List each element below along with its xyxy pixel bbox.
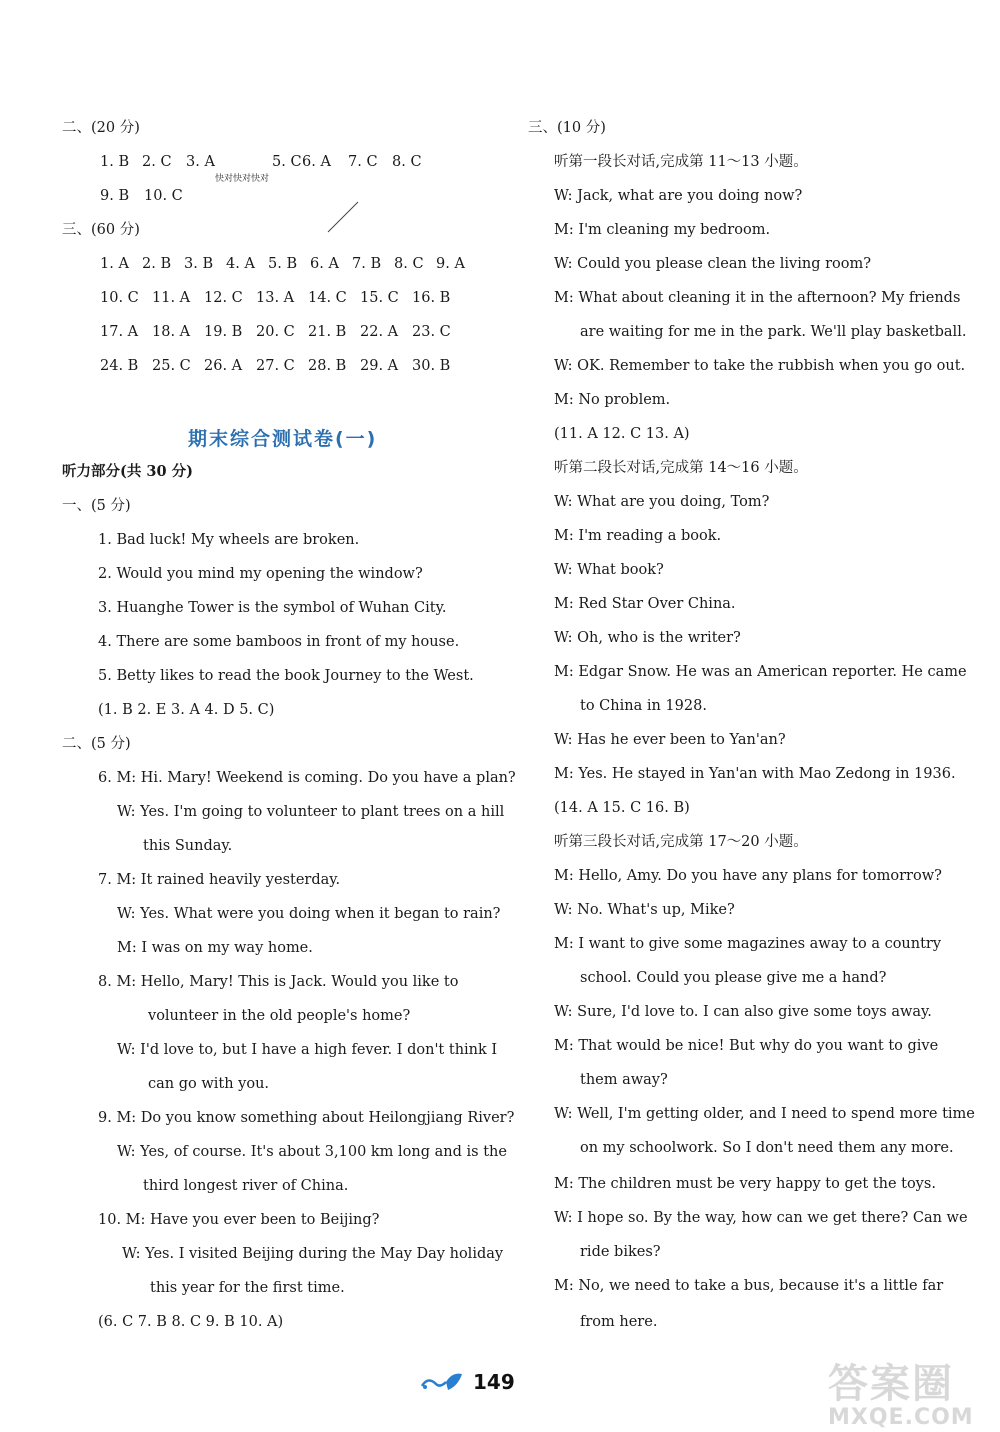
dialogue-line: W: Yes. I visited Beijing during the May Day holiday: [122, 1246, 504, 1262]
answer: 24. B: [100, 358, 139, 374]
dialogue-line: W: OK. Remember to take the rubbish when you go out.: [554, 358, 966, 374]
answer: 29. A: [360, 358, 399, 374]
dialogue-line: W: What book?: [554, 562, 664, 578]
section-3-answers-row-1: [100, 254, 478, 274]
answer: 20. C: [256, 324, 295, 340]
dialogue-line: can go with you.: [148, 1076, 270, 1092]
answer: 16. B: [412, 290, 451, 306]
test-title: 期末综合测试卷(一): [188, 428, 378, 450]
answer: 26. A: [204, 358, 243, 374]
dialogue-answers: (14. A 15. C 16. B): [554, 800, 690, 816]
dialogue-line: W: Yes. What were you doing when it began to rain?: [117, 906, 501, 922]
dialogue-line: 10. M: Have you ever been to Beijing?: [98, 1212, 380, 1228]
part-1-item: 3. Huanghe Tower is the symbol of Wuhan City.: [98, 600, 447, 616]
answer: 1. A: [100, 256, 129, 272]
dialogue-line: W: Yes, of course. It's about 3,100 km long and is the: [117, 1144, 507, 1160]
dialogue-line: on my schoolwork. So I don't need them any more.: [580, 1140, 954, 1156]
dialogue-line: M: Hello, Amy. Do you have any plans for tomorrow?: [554, 868, 942, 884]
answer: 8. C: [392, 154, 422, 170]
answer: 15. C: [360, 290, 399, 306]
section-2-header: 二、(20 分): [62, 120, 140, 136]
answer: 11. A: [152, 290, 191, 306]
answer: 12. C: [204, 290, 243, 306]
watermark-bottom: MXQE.COM: [828, 1405, 974, 1430]
dialogue-line: 9. M: Do you know something about Heilongjiang River?: [98, 1110, 515, 1126]
answer: 25. C: [152, 358, 191, 374]
answer: 18. A: [152, 324, 191, 340]
dialogue-line: them away?: [580, 1072, 668, 1088]
dialogue-line: W: Well, I'm getting older, and I need to spend more time: [554, 1106, 975, 1122]
listening-section-header: 听力部分(共 30 分): [62, 463, 193, 480]
dialogue-line: W: I hope so. By the way, how can we get there? Can we: [554, 1210, 968, 1226]
dialogue-line: M: I was on my way home.: [117, 940, 313, 956]
answer: 30. B: [412, 358, 451, 374]
dialogue-instruction: 听第二段长对话,完成第 14～16 小题。: [554, 460, 808, 476]
dialogue-line: M: I want to give some magazines away to a country: [554, 936, 942, 952]
answer: 1. B: [100, 154, 130, 170]
dialogue-line: M: That would be nice! But why do you want to give: [554, 1038, 939, 1054]
dialogue-line: W: Could you please clean the living room?: [554, 256, 872, 272]
dialogue-line: M: What about cleaning it in the afternoon? My friends: [554, 290, 961, 306]
dialogue-line: W: What are you doing, Tom?: [554, 494, 770, 510]
dialogue-line: W: Oh, who is the writer?: [554, 630, 741, 646]
dialogue-line: this Sunday.: [143, 838, 233, 854]
dialogue-line: third longest river of China.: [143, 1178, 349, 1194]
dialogue-line: 6. M: Hi. Mary! Weekend is coming. Do you have a plan?: [98, 770, 516, 786]
dialogue-line: are waiting for me in the park. We'll play basketball.: [580, 324, 967, 340]
answer: 5. C: [272, 154, 302, 170]
section-2-answers-row-1: [100, 152, 432, 172]
answer: 27. C: [256, 358, 295, 374]
dialogue-line: W: Sure, I'd love to. I can also give some toys away.: [554, 1004, 932, 1020]
answer: 10. C: [144, 188, 183, 204]
dialogue-line: ride bikes?: [580, 1244, 661, 1260]
dialogue-line: to China in 1928.: [580, 698, 707, 714]
answer: 23. C: [412, 324, 451, 340]
pen-stroke: [326, 200, 360, 234]
site-watermark: [828, 1352, 988, 1428]
part-2-header: 二、(5 分): [62, 736, 131, 752]
answer: 9. A: [436, 256, 465, 272]
dialogue-line: M: The children must be very happy to get the toys.: [554, 1176, 936, 1192]
answer: 5. B: [268, 256, 298, 272]
section-3-answers-row-3: [100, 322, 464, 342]
answer: 6. A: [310, 256, 339, 272]
answer: 3. A: [186, 154, 215, 170]
section-3-answers-row-4: [100, 356, 464, 376]
dialogue-line: this year for the first time.: [150, 1280, 345, 1296]
dialogue-line: M: No problem.: [554, 392, 671, 408]
answer: 22. A: [360, 324, 399, 340]
answer: 3. B: [184, 256, 214, 272]
part-1-header: 一、(5 分): [62, 498, 131, 514]
dialogue-line: M: I'm reading a book.: [554, 528, 722, 544]
part-1-answers: (1. B 2. E 3. A 4. D 5. C): [98, 702, 275, 718]
dialogue-line: W: No. What's up, Mike?: [554, 902, 735, 918]
watermark-top: 答案圈: [828, 1361, 954, 1407]
part-1-item: 1. Bad luck! My wheels are broken.: [98, 532, 360, 548]
answer: 9. B: [100, 188, 130, 204]
answer: 6. A: [302, 154, 331, 170]
part-2-answers: (6. C 7. B 8. C 9. B 10. A): [98, 1314, 284, 1330]
section-3-listening-header: 三、(10 分): [528, 120, 606, 136]
answer: 7. B: [352, 256, 382, 272]
dialogue-line: school. Could you please give me a hand?: [580, 970, 887, 986]
dialogue-line: 7. M: It rained heavily yesterday.: [98, 872, 341, 888]
dialogue-instruction: 听第三段长对话,完成第 17～20 小题。: [554, 834, 808, 850]
part-1-item: 4. There are some bamboos in front of my house.: [98, 634, 460, 650]
dialogue-line: W: Has he ever been to Yan'an?: [554, 732, 786, 748]
dialogue-instruction: 听第一段长对话,完成第 11～13 小题。: [554, 154, 808, 170]
part-1-item: 5. Betty likes to read the book Journey to the West.: [98, 668, 474, 684]
dialogue-line: M: Yes. He stayed in Yan'an with Mao Zedong in 1936.: [554, 766, 956, 782]
dialogue-line: M: Edgar Snow. He was an American reporter. He came: [554, 664, 967, 680]
answer: 2. B: [142, 256, 172, 272]
dialogue-line: W: Yes. I'm going to volunteer to plant trees on a hill: [117, 804, 505, 820]
dialogue-line: M: No, we need to take a bus, because it's a little far: [554, 1278, 944, 1294]
dialogue-line: M: I'm cleaning my bedroom.: [554, 222, 771, 238]
answer: 8. C: [394, 256, 424, 272]
part-1-item: 2. Would you mind my opening the window?: [98, 566, 423, 582]
answer: 19. B: [204, 324, 243, 340]
dialogue-line: M: Red Star Over China.: [554, 596, 736, 612]
bird-logo-icon: [418, 1368, 466, 1396]
dialogue-line: from here.: [580, 1314, 658, 1330]
section-3-answers-row-2: [100, 288, 464, 308]
dialogue-answers: (11. A 12. C 13. A): [554, 426, 690, 442]
dialogue-line: W: I'd love to, but I have a high fever. I don't think I: [117, 1042, 498, 1058]
answer: 14. C: [308, 290, 347, 306]
answer: 2. C: [142, 154, 172, 170]
dialogue-line: W: Jack, what are you doing now?: [554, 188, 803, 204]
answer: 7. C: [348, 154, 378, 170]
dialogue-line: volunteer in the old people's home?: [148, 1008, 411, 1024]
answer: 21. B: [308, 324, 347, 340]
answer: 10. C: [100, 290, 139, 306]
answer: 17. A: [100, 324, 139, 340]
page-number: 149: [473, 1370, 515, 1394]
answer: 13. A: [256, 290, 295, 306]
section-2-answers-row-2: [100, 186, 188, 206]
dialogue-line: 8. M: Hello, Mary! This is Jack. Would you like to: [98, 974, 459, 990]
answer: 28. B: [308, 358, 347, 374]
answer: 4. A: [226, 256, 255, 272]
overlapping-watermark-text: 快对快对快对: [215, 174, 270, 184]
section-3-header: 三、(60 分): [62, 222, 140, 238]
